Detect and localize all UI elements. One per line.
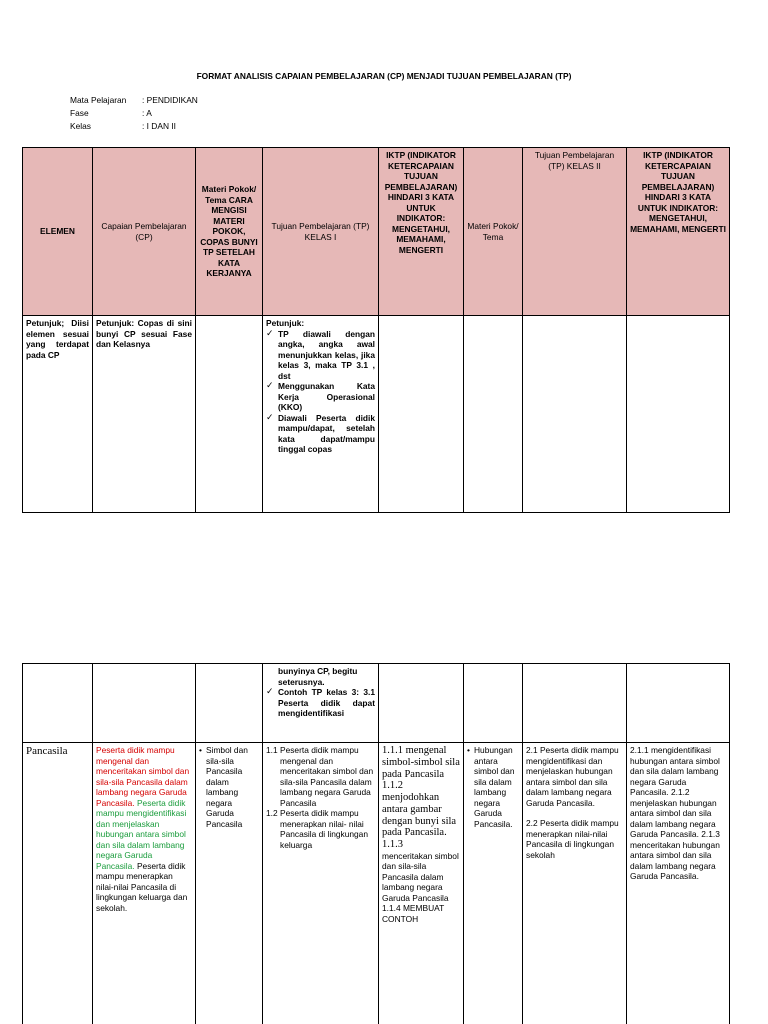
tp-text: Peserta didik mampu mengenal dan menceritakan simbol dan sila-sila Pancasila dalam lambang negara Garuda Pancasila (280, 745, 374, 808)
table-row-pancasila (23, 743, 730, 1024)
cell-empty (196, 316, 263, 513)
cell-empty (627, 664, 730, 743)
tp-item (266, 808, 375, 850)
list-item: • Hubungan antara simbol dan sila dalam lambang negara Garuda Pancasila. (467, 745, 519, 829)
list-item: ✓ Diawali Peserta didik mampu/dapat, setelah kata dapat/mampu tinggal copas (266, 413, 375, 455)
tp-2-item: 2.1 Peserta didik mampu mengidentifikasi dan menjelaskan hubungan antara simbol dan sila dalam lambang negara Garuda Pancasila. (526, 745, 619, 808)
header-materi-1: Materi Pokok/ Tema CARA MENGISI MATERI POKOK, COPAS BUNYI TP SETELAH KATA KERJANYA (196, 148, 263, 316)
instruction-cp: Petunjuk: Copas di sini bunyi CP sesuai Fase dan Kelasnya (93, 316, 196, 513)
tp-number: 1.1 (266, 745, 278, 755)
materi-1-list (199, 745, 259, 829)
instruction-continued-text: bunyinya CP, begitu seterusnya. (278, 666, 358, 687)
meta-label: Fase (70, 108, 89, 118)
instruction-example-list (266, 687, 375, 719)
cell-cp (93, 743, 196, 1024)
header-tp-2: Tujuan Pembelajaran (TP) KELAS II (523, 148, 627, 316)
analysis-table-bottom (22, 663, 730, 1024)
list-item: • Simbol dan sila-sila Pancasila dalam lambang negara Garuda Pancasila (199, 745, 259, 829)
header-tp-1: Tujuan Pembelajaran (TP) KELAS I (263, 148, 379, 316)
instruction-tp-list (266, 329, 375, 455)
table-row-instructions (23, 316, 730, 513)
header-elemen: ELEMEN (23, 148, 93, 316)
list-item: ✓ TP diawali dengan angka, angka awal menunjukkan kelas, jika kelas 3, maka TP 3.1 , dst (266, 329, 375, 382)
tp-2-item: 2.2 Peserta didik mampu menerapkan nilai-nilai Pancasila di lingkungan sekolah (526, 818, 619, 860)
table-row-continued (23, 664, 730, 743)
cell-empty (93, 664, 196, 743)
cell-empty (627, 316, 730, 513)
cell-empty (379, 316, 464, 513)
header-iktp-2: IKTP (INDIKATOR KETERCAPAIAN TUJUAN PEMBELAJARAN) HINDARI 3 KATA UNTUK INDIKATOR: MENGETAHUI, MEMAHAMI, MENGERTI (627, 148, 730, 316)
cell-empty (464, 664, 523, 743)
meta-row-class (70, 121, 198, 134)
instruction-tp-continued (263, 664, 379, 743)
header-materi-2: Materi Pokok/ Tema (464, 148, 523, 316)
cell-materi-1 (196, 743, 263, 1024)
instruction-elemen: Petunjuk; Diisi elemen sesuai yang terdapat pada CP (23, 316, 93, 513)
cp-text-class2: Peserta didik mampu mengidentifikasi dan menjelaskan hubungan antara simbol dan sila dalam lambang negara Garuda Pancasila. (96, 797, 187, 871)
cell-empty (464, 316, 523, 513)
tp-item (266, 745, 375, 808)
document-title: FORMAT ANALISIS CAPAIAN PEMBELAJARAN (CP) MENJADI TUJUAN PEMBELAJARAN (TP) (196, 71, 572, 81)
cell-empty (523, 664, 627, 743)
meta-row-subject (70, 95, 198, 108)
meta-value: : PENDIDIKAN (142, 95, 198, 105)
instruction-tp (263, 316, 379, 513)
cell-iktp-1 (379, 743, 464, 1024)
cell-empty (523, 316, 627, 513)
example-label: Contoh TP kelas 3: (278, 687, 360, 697)
cell-elemen: Pancasila (23, 743, 93, 1024)
cell-tp-2 (523, 743, 627, 1024)
cell-empty (196, 664, 263, 743)
meta-row-phase (70, 108, 198, 121)
cp-text-class1: Peserta didik mampu mengenal dan menceritakan simbol dan sila-sila Pancasila dalam lambang negara Garuda Pancasila. (96, 745, 190, 808)
header-cp: Capaian Pembelajaran (CP) (93, 148, 196, 316)
cp-text-values: Peserta didik mampu menerapkan nilai-nilai Pancasila di lingkungan keluarga dan sekolah. (96, 860, 188, 913)
meta-label: Kelas (70, 121, 91, 131)
example-text: 3.1 Peserta didik dapat mengidentifikasi (278, 687, 375, 718)
header-iktp-1: IKTP (INDIKATOR KETERCAPAIAN TUJUAN PEMBELAJARAN) HINDARI 3 KATA UNTUK INDIKATOR: MENGETAHUI, MEMAHAMI, MENGERTI (379, 148, 464, 316)
list-item (266, 687, 375, 719)
cell-iktp-2: 2.1.1 mengidentifikasi hubungan antara simbol dan sila dalam lambang negara Garuda Pancasila. 2.1.2 menjelaskan hubungan antara simbol dan sila dalam lambang negara Garuda Pancasila. 2.1.3 menceritakan hubungan antara simbol dan sila dalam lambang negara Garuda Pancasila. (627, 743, 730, 1024)
iktp-1-text-serif: 1.1.1 mengenal simbol-simbol sila pada Pancasila 1.1.2 menjodohkan antara gambar dengan bunyi sila pada Pancasila. 1.1.3 (382, 745, 460, 850)
cell-empty (379, 664, 464, 743)
analysis-table-top (22, 147, 730, 513)
spacer (526, 808, 623, 818)
materi-2-list (467, 745, 519, 829)
cell-tp-1 (263, 743, 379, 1024)
iktp-1-text: menceritakan simbol dan sila-sila Pancasila dalam lambang negara Garuda Pancasila 1.1.4 MEMBUAT CONTOH (382, 850, 459, 924)
document-meta (70, 95, 198, 134)
meta-value: : I DAN II (142, 121, 176, 131)
list-item: ✓ Menggunakan Kata Kerja Operasional (KKO) (266, 381, 375, 413)
meta-value: : A (142, 108, 152, 118)
table-header-row (23, 148, 730, 316)
cell-materi-2 (464, 743, 523, 1024)
tp-text: Peserta didik mampu menerapkan nilai- nilai Pancasila di lingkungan keluarga (280, 808, 368, 850)
instruction-tp-heading: Petunjuk: (266, 318, 305, 328)
meta-label: Mata Pelajaran (70, 95, 127, 105)
cell-empty (23, 664, 93, 743)
tp-number: 1.2 (266, 808, 278, 818)
